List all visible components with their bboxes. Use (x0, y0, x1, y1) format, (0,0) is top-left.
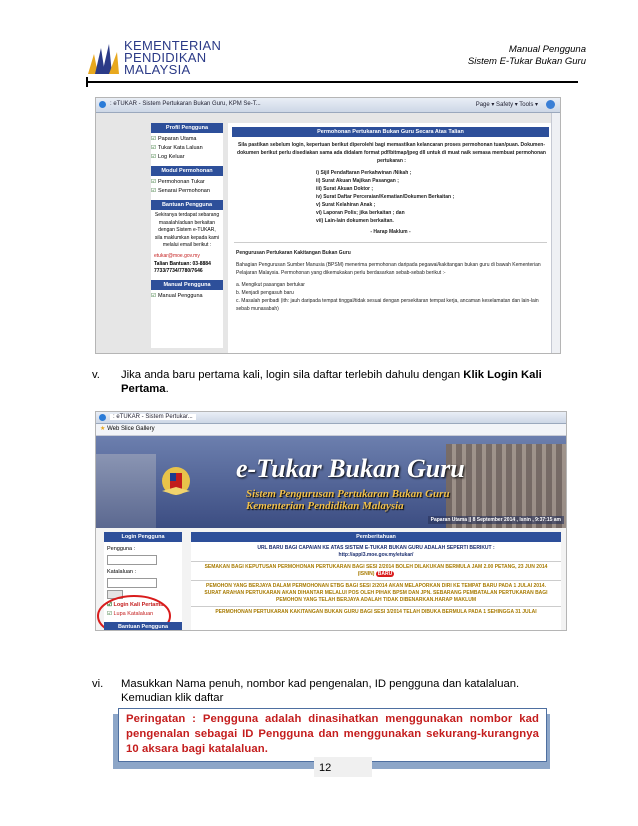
step-v-end: . (165, 383, 169, 395)
katalaluan-label: Katalaluan : (107, 569, 137, 575)
divider (234, 242, 547, 243)
notice-item: PEMOHON YANG BERJAYA DALAM PERMOHONAN ETBG BAGI SESI 2/2014 AKAN MELAPORKAN DIRI KE TEMPAT BARU PADA 1 JULAI 2014. SURAT ARAHAN PERTUKARAN AKAN DIHANTAR MELALUI POS OLEH PIHAK BPSM DAN JPN. SEBARANG PEMBATALAN PERTUKARAN BAGI PEMOHON YANG TELAH BERJAYA ADALAH TIDAK DIBENARKAN.HARAP MAKLUM (204, 583, 548, 603)
scrollbar[interactable] (551, 113, 560, 354)
sidebar (151, 123, 223, 348)
building-left (96, 454, 156, 528)
sidebar-item-permohonan[interactable]: ☑ Permohonan Tukar (151, 179, 205, 185)
modul-header: Modul Permohonan (151, 166, 223, 176)
sidebar-item-manual[interactable]: ☑ Manual Pengguna (151, 292, 203, 299)
banner-title: e-Tukar Bukan Guru (236, 454, 465, 483)
etukar-banner (96, 436, 566, 528)
notice-item: PERMOHONAN PERTUKARAN KAKITANGAN BUKAN GURU BAGI SESI 3/2014 TELAH DIBUKA BERMULA PADA 1 SEHINGGA 31 JULAI (215, 609, 537, 615)
main-content (228, 123, 553, 354)
manual-header: Manual Pengguna (151, 280, 223, 290)
sidebar-item-senarai[interactable]: ☑ Senarai Permohonan (151, 188, 210, 194)
section2-title: Pengurusan Pertukaran Kakitangan Bukan Guru (236, 250, 351, 256)
step-v-marker: v. (92, 369, 100, 381)
warning-box (118, 708, 547, 762)
notice-panel (191, 532, 561, 631)
ie-icon (99, 101, 106, 108)
pengguna-label: Pengguna : (107, 546, 136, 552)
step-v-bold: Klik Login Kali Pertama (121, 369, 542, 395)
sidebar-item-logout[interactable]: ☑ Log Keluar (151, 154, 185, 160)
logo-line: MALAYSIA (124, 62, 191, 77)
doc-item: i) Sijil Pendaftaran Perkahwinan /Nikah ; (316, 170, 412, 176)
system-title: Sistem E-Tukar Bukan Guru (467, 56, 586, 67)
star-icon: ★ (100, 426, 106, 432)
notice-rule (191, 580, 561, 581)
step-v-text (121, 368, 561, 396)
help-icon[interactable] (546, 100, 555, 109)
doc-item: vi) Laporan Polis; jika berkaitan ; dan (316, 210, 405, 216)
bantuan-text: Sekiranya terdapat sebarang masalah/aduan berkaitan dengan Sistem e-TUKAR, sila maklumkan kepada kami melalui email berikut : (154, 212, 220, 248)
sidebar-item-paparan[interactable]: ☑ Paparan Utama (151, 136, 197, 142)
notice-item: URL BARU BAGI CAPAIAN KE ATAS SISTEM E-TUKAR BUKAN GURU ADALAH SEPERTI BERIKUT : (257, 545, 495, 551)
katalaluan-input[interactable] (107, 578, 157, 588)
browser-toolbar (96, 98, 560, 113)
browser-tools[interactable]: Page ▾ Safety ▾ Tools ▾ (475, 102, 538, 108)
notice-item: SEMAKAN BAGI KEPUTUSAN PERMOHONAN PERTUKARAN BAGI SESI 2/2014 BOLEH DILAKUKAN BERMULA JAM 2.00 PETANG, 23 JUN 2014 (ISNIN) BARU (204, 564, 548, 577)
login-header: Login Pengguna (104, 532, 182, 542)
doc-item: ii) Surat Akuan Majikan Pasangan ; (316, 178, 399, 184)
support-email[interactable]: etukar@moe.gov.my (154, 252, 200, 259)
web-slice-link[interactable]: Web Slice Gallery (107, 426, 155, 432)
reason-item: b. Menjadi pengasuh baru (236, 290, 294, 296)
page-number: 12 (314, 757, 372, 777)
step-vi-text: Masukkan Nama penuh, nombor kad pengenalan, ID pengguna dan katalaluan. Kemudian klik daftar (121, 678, 520, 704)
ie-icon (99, 414, 106, 421)
support-phone: Talian Bantuan: 03-8884 7733/7734/7780/7646 (154, 260, 211, 274)
baru-badge: BARU (377, 571, 393, 577)
kpm-logo-icon (84, 40, 122, 78)
favorites-bar (96, 424, 566, 436)
header-rule (88, 81, 578, 83)
pemberitahuan-header: Pemberitahuan (191, 532, 561, 542)
screenshot-permohonan-page (95, 97, 561, 354)
screenshot-login-page (95, 411, 567, 631)
doc-item: iii) Surat Akuan Doktor ; (316, 186, 374, 192)
harap-maklum: - Harap Maklum - (370, 229, 411, 235)
notice-url[interactable]: http://appl3.moe.gov.my/etukar/ (338, 552, 414, 558)
banner-subtitle-2: Kementerian Pendidikan Malaysia (246, 500, 404, 512)
bantuan-header: Bantuan Pengguna (104, 622, 182, 631)
jata-negara-icon (156, 461, 196, 501)
browser-toolbar (96, 412, 566, 424)
profil-header: Profil Pengguna (151, 123, 223, 133)
doc-item: vii) Lain-lain dokumen berkaitan. (316, 218, 394, 224)
warning-text: Peringatan : Pengguna adalah dinasihatkan menggunakan nombor kad pengenalan sebagai ID Pengguna dan menggunakan sekurang-kurangnya 10 aksara bagi katalaluan. (126, 713, 539, 755)
header-titles (468, 44, 586, 68)
browser-tab[interactable]: : eTUKAR - Sistem Pertukaran Bukan Guru, KPM Se-T... (110, 101, 261, 107)
logo-line: PENDIDIKAN (124, 50, 207, 65)
browser-tab[interactable]: : eTUKAR - Sistem Pertukar... (110, 414, 196, 420)
section2-text: Bahagian Pengurusan Sumber Manusia (BPSM) menerima permohonan daripada pegawai/kakitangan bukan guru di bawah Kementerian Pelajaran Malaysia. Permohonan yang dikemukakan perlu berdasarkan sebab-sebab berikut :- (236, 262, 541, 276)
login-first-link[interactable]: ☑ Login Kali Pertama (107, 602, 164, 608)
notice-rule (191, 561, 561, 562)
banner-subtitle-1: Sistem Pengurusan Pertukaran Bukan Guru (246, 488, 450, 500)
manual-title: Manual Pengguna (508, 44, 586, 55)
pengguna-input[interactable] (107, 555, 157, 565)
notice-rule (191, 606, 561, 607)
reason-item: c. Masalah peribadi (ith: jauh daripada tempat tinggal/tidak sesuai dengan persekitaran tempat kerja, ancaman keselamatan dan lain-lain sebab munasabah) (236, 298, 539, 312)
date-line: Paparan Utama || 8 September 2014 , Isnin , 9:37:15 am (428, 516, 564, 524)
main-heading: Permohonan Pertukaran Bukan Guru Secara Atas Talian (232, 127, 549, 137)
doc-item: v) Surat Kelahiran Anak ; (316, 202, 376, 208)
step-v-body: Jika anda baru pertama kali, login sila daftar terlebih dahulu dengan (121, 369, 464, 381)
sidebar-item-tukar-kata[interactable]: ☑ Tukar Kata Laluan (151, 145, 203, 151)
doc-item: iv) Surat Daftar Perceraian/Kematian/Dokumen Berkaitan ; (316, 194, 455, 200)
ministry-logo-text (124, 40, 221, 76)
logo-line: KEMENTERIAN (124, 38, 222, 53)
bantuan-header: Bantuan Pengguna (151, 200, 223, 210)
main-intro: Sila pastikan sebelum login, kepertuan berikut diperolehi bagi memastikan kelancaran proses permohonan tuan/puan. Dokumen-dokumen berikut perlu disediakan sama ada didalam format pdf/bitmap/jpeg dll untuk di muat naik semasa membuat permohonan pertukaran : (237, 142, 546, 164)
step-vi-marker: vi. (92, 678, 104, 690)
reason-item: a. Mengikut pasangan bertukar (236, 282, 305, 288)
page-body (96, 113, 560, 354)
lower-area (96, 528, 566, 631)
doc-list (316, 169, 553, 225)
lupa-katalaluan-link[interactable]: ☑ Lupa Katalaluan (107, 611, 154, 617)
